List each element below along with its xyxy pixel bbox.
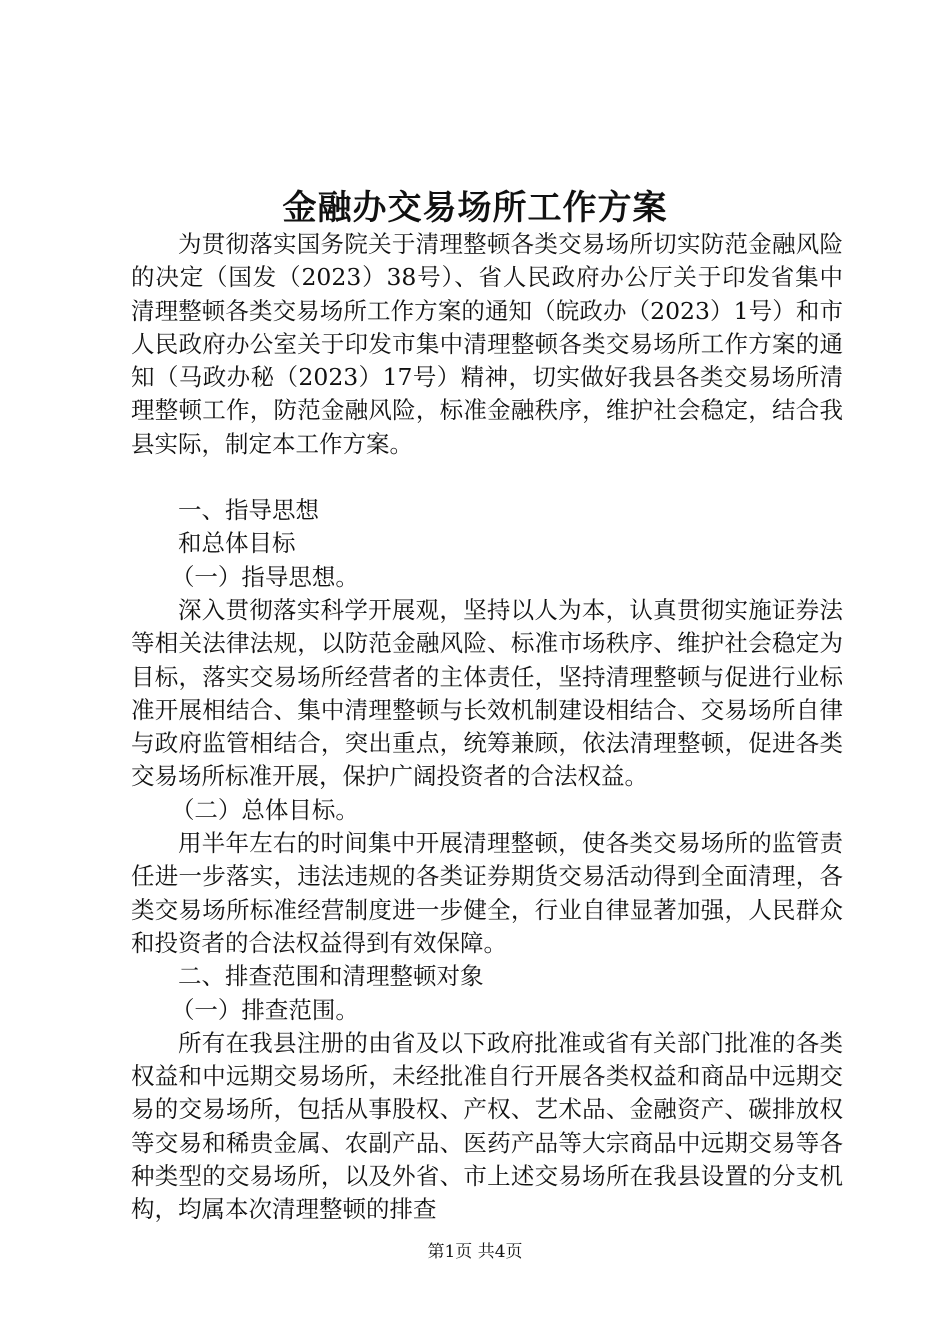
document-title: 金融办交易场所工作方案 xyxy=(282,188,668,228)
section-1-heading-continued: 和总体目标 xyxy=(178,529,296,558)
subsection-1-1-paragraph: 深入贯彻落实科学开展观，坚持以人为本，认真贯彻实施证券法等相关法律法规，以防范金融风险、标准市场秩序、维护社会稳定为目标，落实交易场所经营者的主体责任，坚持清理整顿与促进行业标准开展相结合、集中清理整顿与长效机制建设相结合、交易场所自律与政府监管相结合，突出重点，统筹兼顾，依法清理整顿，促进各类交易场所标准开展，保护广阔投资者的合法权益。 xyxy=(131,595,843,791)
paragraph-gap xyxy=(131,461,843,494)
page-footer: 第1页 共4页 xyxy=(427,1242,523,1262)
intro-paragraph: 为贯彻落实国务院关于清理整顿各类交易场所切实防范金融风险的决定（国发（2023）38号）、省人民政府办公厅关于印发省集中清理整顿各类交易场所工作方案的通知（皖政办（2023）1号）和市人民政府办公室关于印发市集中清理整顿各类交易场所工作方案的通知（马政办秘（2023）17号）精神，切实做好我县各类交易场所清理整顿工作，防范金融风险，标准金融秩序，维护社会稳定，结合我县实际，制定本工作方案。 xyxy=(131,230,843,458)
subsection-2-1-paragraph: 所有在我县注册的由省及以下政府批准或省有关部门批准的各类权益和中远期交易场所，未经批准自行开展各类权益和商品中远期交易的交易场所，包括从事股权、产权、艺术品、金融资产、碳排放权等交易和稀贵金属、农副产品、医药产品等大宗商品中远期交易等各种类型的交易场所，以及外省、市上述交易场所在我县设置的分支机构，均属本次清理整顿的排查 xyxy=(131,1028,843,1224)
section-2-heading: 二、排查范围和清理整顿对象 xyxy=(178,962,484,991)
subsection-1-1-heading: （一）指导思想。 xyxy=(170,562,359,591)
subsection-1-2-paragraph: 用半年左右的时间集中开展清理整顿，使各类交易场所的监管责任进一步落实，违法违规的各类证券期货交易活动得到全面清理，各类交易场所标准经营制度进一步健全，行业自律显著加强，人民群众和投资者的合法权益得到有效保障。 xyxy=(131,829,843,957)
subsection-1-2-heading: （二）总体目标。 xyxy=(170,795,359,824)
section-1-heading: 一、指导思想 xyxy=(178,496,319,525)
subsection-2-1-heading: （一）排查范围。 xyxy=(170,995,359,1024)
document-body xyxy=(131,228,843,1227)
